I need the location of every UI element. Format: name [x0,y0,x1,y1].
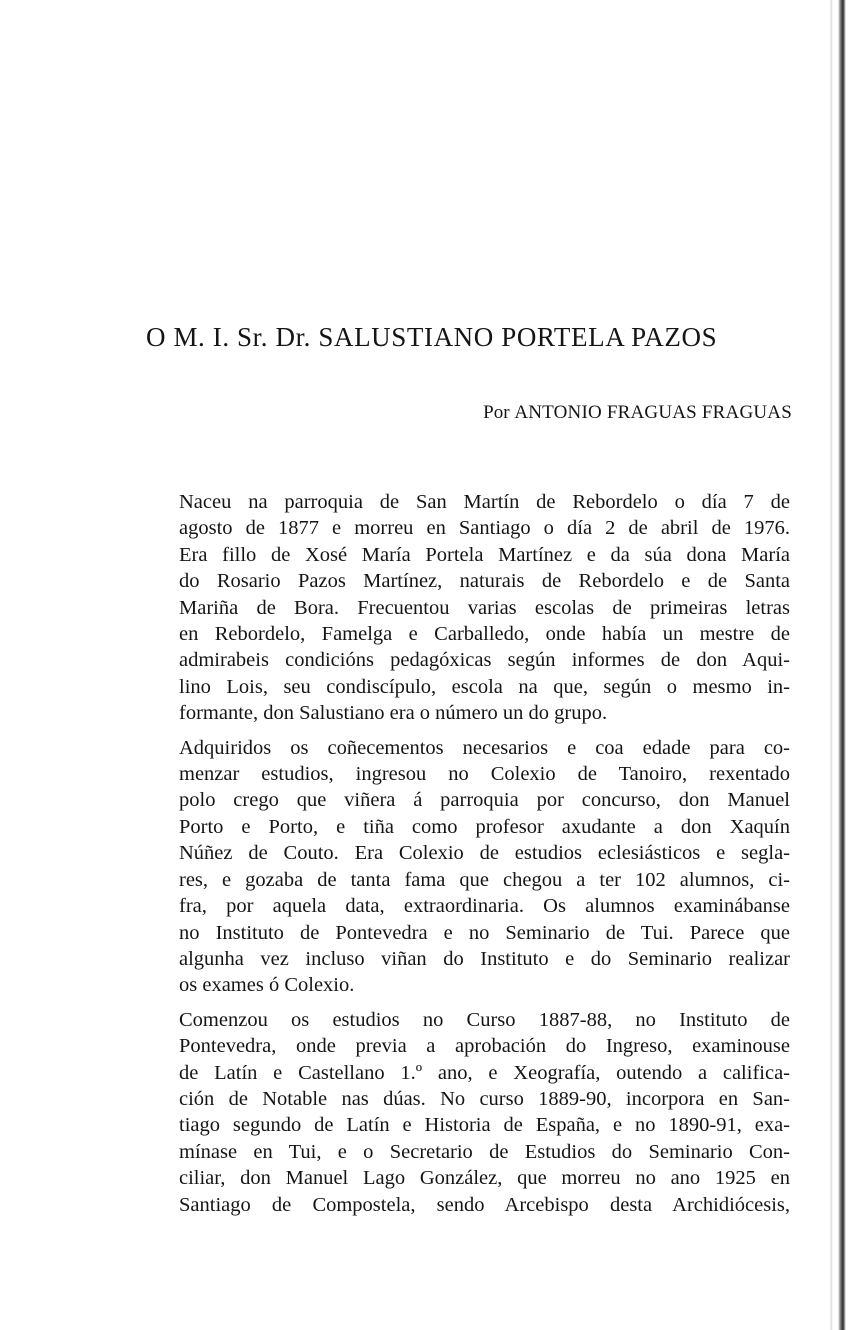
text-line: tiago segundo de Latín e Historia de España, e no 1890-91, exa- [179,1114,790,1137]
scan-edge [820,0,850,1330]
paragraph-3 [145,1007,790,1218]
author-name: ANTONIO FRAGUAS FRAGUAS [514,402,792,423]
text-line: ciliar, don Manuel Lago González, que morreu no ano 1925 en [179,1167,790,1190]
text-line: do Rosario Pazos Martínez, naturais de Rebordelo e de Santa [179,570,790,593]
text-line: os exames ó Colexio. [179,974,355,997]
text-line: de Latín e Castellano 1.º ano, e Xeografía, outendo a califica- [179,1061,790,1084]
article-title: O M. I. Sr. Dr. SALUSTIANO PORTELA PAZOS [146,322,718,352]
text-line: Comenzou os estudios no Curso 1887-88, no Instituto de [179,1008,790,1031]
text-line: res, e gozaba de tanta fama que chegou a ter 102 alumnos, ci- [179,868,790,891]
text-line: ción de Notable nas dúas. No curso 1889-90, incorpora en San- [179,1087,790,1110]
text-line: Santiago de Compostela, sendo Arcebispo desta Archidiócesis, [179,1193,790,1216]
text-line: lino Lois, seu condiscípulo, escola na que, según o mesmo in- [179,675,790,698]
text-line: Núñez de Couto. Era Colexio de estudios eclesiásticos e segla- [179,842,790,865]
text-line: algunha vez incluso viñan do Instituto e do Seminario realizar [179,947,790,970]
byline [410,402,792,424]
text-line: mínase en Tui, e o Secretario de Estudios do Seminario Con- [179,1140,790,1163]
text-line: admirabeis condicións pedagóxicas según informes de don Aqui- [179,649,790,672]
text-line: agosto de 1877 e morreu en Santiago o día 2 de abril de 1976. [179,517,790,540]
text-line: Era fillo de Xosé María Portela Martínez e da súa dona María [179,543,790,566]
paragraph-1 [145,489,790,727]
text-line: menzar estudios, ingresou no Colexio de Tanoiro, rexentado [179,763,790,786]
text-line: formante, don Salustiano era o número un do grupo. [179,702,608,725]
paragraph-2 [145,735,790,999]
text-line: Pontevedra, onde previa a aprobación do Ingreso, examinouse [179,1035,790,1058]
byline-prefix: Por [483,402,510,423]
text-line: fra, por aquela data, extraordinaria. Os alumnos examinábanse [179,895,790,918]
text-line: Mariña de Bora. Frecuentou varias escolas de primeiras letras [179,596,790,619]
text-line: en Rebordelo, Famelga e Carballedo, onde había un mestre de [179,623,790,646]
text-line: Adquiridos os coñecementos necesarios e coa edade para co- [179,736,790,759]
text-line: no Instituto de Pontevedra e no Seminario de Tui. Parece que [179,921,790,944]
article-body [145,489,790,1226]
text-line: polo crego que viñera á parroquia por concurso, don Manuel [179,789,790,812]
text-line: Porto e Porto, e tiña como profesor axudante a don Xaquín [179,815,790,838]
text-line: Naceu na parroquia de San Martín de Rebordelo o día 7 de [179,491,790,513]
